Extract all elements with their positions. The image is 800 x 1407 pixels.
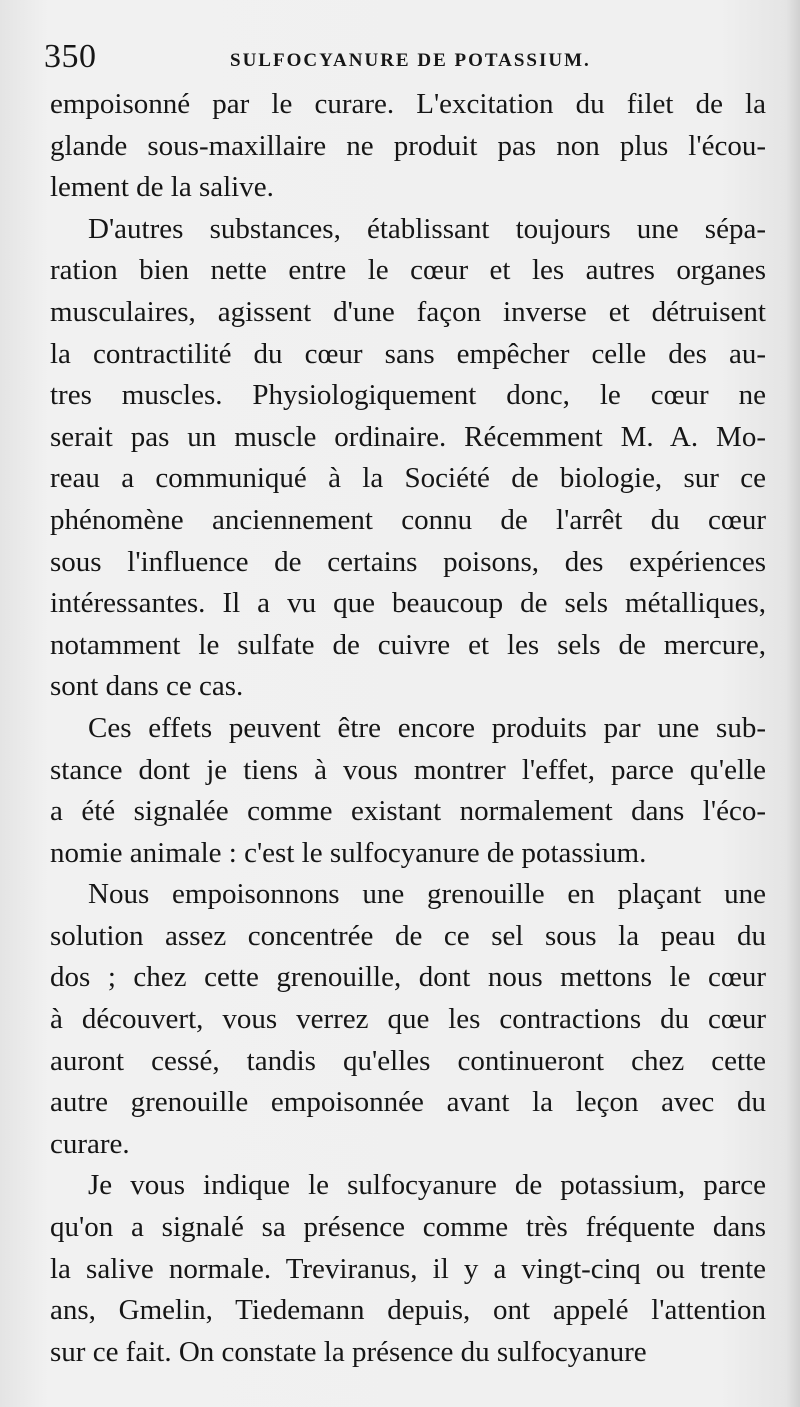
text-line: lement de la salive. [50,171,274,204]
text-line: tres muscles. Physiologiquement donc, le cœur ne [50,379,766,412]
text-line: dos ; chez cette grenouille, dont nous mettons le cœur [50,961,766,994]
text-line: la contractilité du cœur sans empêcher celle des au- [50,337,766,370]
text-line: Nous empoisonnons une grenouille en plaçant une [88,878,766,911]
text-line: musculaires, agissent d'une façon inverse et détruisent [50,295,766,328]
text-line: à découvert, vous verrez que les contractions du cœur [50,1003,766,1036]
text-line: nomie animale : c'est le sulfocyanure de potassium. [50,836,647,869]
text-line: phénomène anciennement connu de l'arrêt du cœur [50,503,766,536]
text-line: Je vous indique le sulfocyanure de potassium, parce [88,1169,766,1202]
paragraph [50,1165,766,1373]
text-line: stance dont je tiens à vous montrer l'effet, parce qu'elle [50,753,766,786]
text-line: curare. [50,1127,130,1160]
body-text [50,84,766,1373]
text-line: autre grenouille empoisonnée avant la leçon avec du [50,1086,766,1119]
paragraph [50,209,766,708]
text-line: Ces effets peuvent être encore produits par une sub- [88,711,766,744]
text-line: ans, Gmelin, Tiedemann depuis, ont appelé l'attention [50,1294,766,1327]
text-line: D'autres substances, établissant toujours une sépa- [88,212,766,245]
text-line: solution assez concentrée de ce sel sous la peau du [50,919,766,952]
text-line: serait pas un muscle ordinaire. Récemment M. A. Mo- [50,420,766,453]
text-line: auront cessé, tandis qu'elles continueront chez cette [50,1044,766,1077]
text-line: sous l'influence de certains poisons, des expériences [50,545,766,578]
paragraph [50,84,766,209]
paragraph [50,708,766,874]
text-line: empoisonné par le curare. L'excitation du filet de la [50,88,766,120]
text-line: intéressantes. Il a vu que beaucoup de sels métalliques, [50,587,766,620]
text-line: ration bien nette entre le cœur et les autres organes [50,254,766,287]
text-line: glande sous-maxillaire ne produit pas non plus l'écou- [50,129,766,162]
running-title: SULFOCYANURE DE POTASSIUM. [230,50,591,71]
text-line: qu'on a signalé sa présence comme très fréquente dans [50,1211,766,1244]
paragraph [50,874,766,1165]
page-header [44,38,764,78]
text-line: a été signalée comme existant normalement dans l'éco- [50,795,766,828]
text-line: sont dans ce cas. [50,670,244,703]
text-line: sur ce fait. On constate la présence du sulfocyanure [50,1335,647,1368]
text-line: notamment le sulfate de cuivre et les sels de mercure, [50,628,766,661]
text-line: reau a communiqué à la Société de biologie, sur ce [50,462,766,495]
text-line: la salive normale. Treviranus, il y a vingt-cinq ou trente [50,1252,766,1285]
page-edge-shadow [786,0,800,1407]
page-number: 350 [44,38,97,75]
